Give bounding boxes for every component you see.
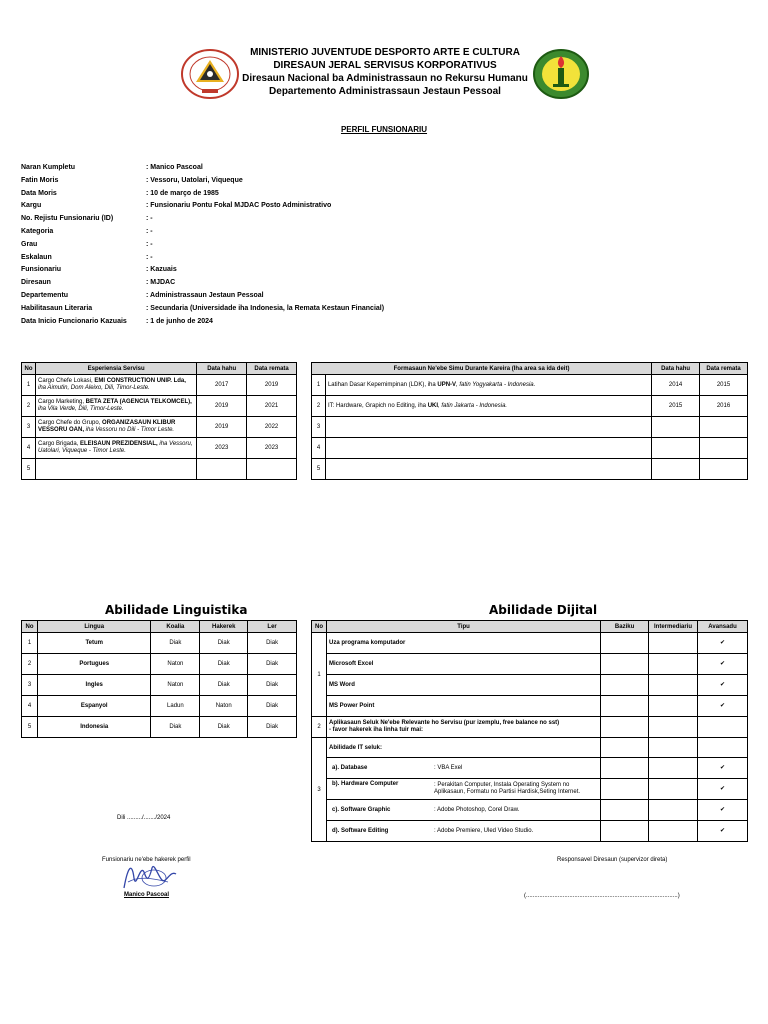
col-header: Data hahu: [652, 363, 700, 375]
intermediate-cell: [649, 675, 698, 696]
end-year: [700, 459, 748, 480]
basic-cell: [601, 696, 649, 717]
profile-row: [21, 162, 541, 175]
experience-text: [35, 438, 196, 459]
start-year: [652, 438, 700, 459]
table-row: [22, 717, 297, 738]
table-row: [312, 417, 748, 438]
table-row: [312, 459, 748, 480]
employee-name: Manico Pascoal: [124, 892, 170, 898]
speak-level: Diak: [151, 633, 200, 654]
intermediate-cell: [649, 779, 698, 800]
check-icon: ✔: [698, 633, 748, 654]
it-skill-value: : Adobe Premiere, Uled Video Studio.: [433, 828, 534, 834]
table-row: [22, 375, 297, 396]
check-icon: ✔: [698, 800, 748, 821]
profile-row: [21, 252, 541, 265]
profile-row: [21, 264, 541, 277]
table-row: [312, 654, 748, 675]
col-header: No: [22, 363, 36, 375]
start-year: 2015: [652, 396, 700, 417]
row-number: 4: [22, 438, 36, 459]
text-plain: Latihan Dasar Kepemimpinan (LDK), iha: [327, 381, 438, 388]
start-year: 2023: [197, 438, 247, 459]
profile-label: Eskalaun: [21, 253, 52, 261]
table-row: [22, 696, 297, 717]
it-skill-value: : VBA Exel: [433, 765, 463, 771]
table-row: [312, 821, 748, 842]
training-text: [325, 375, 651, 396]
table-row: [22, 654, 297, 675]
write-level: Diak: [200, 717, 248, 738]
check-icon: ✔: [698, 675, 748, 696]
profile-value: : Kazuais: [146, 266, 177, 274]
write-level: Diak: [200, 633, 248, 654]
text-plain: Cargo Brigada,: [37, 441, 81, 447]
header-line-4: Departemento Administrassaun Jestaun Pessoal: [269, 86, 501, 97]
experience-text: [35, 459, 196, 480]
text-bold: BETA ZETA (AGENCIA TELKOMCEL),: [85, 399, 192, 405]
profile-label: No. Rejistu Funsionariu (ID): [21, 215, 114, 223]
profile-label: Habilitasaun Literaria: [21, 304, 93, 312]
table-row: [22, 438, 297, 459]
profile-label: Funsionariu: [21, 266, 62, 274]
basic-cell: [601, 779, 649, 800]
it-skill-label: a). Database: [331, 765, 368, 771]
language-name: Indonesia: [37, 717, 151, 738]
profile-value: : MJDAC: [146, 279, 176, 287]
it-skill-label: c). Software Graphic: [331, 807, 391, 813]
it-skill: [326, 821, 600, 842]
start-year: [652, 417, 700, 438]
row-number: 3: [22, 417, 36, 438]
table-row: [312, 738, 748, 758]
table-row: [22, 396, 297, 417]
intermediate-cell: [649, 800, 698, 821]
skill-name: MS Word: [326, 675, 600, 696]
profile-label: Departementu: [21, 291, 69, 299]
col-header: Baziku: [601, 621, 649, 633]
profile-label: Naran Kumpletu: [21, 164, 76, 171]
it-skill: [326, 758, 600, 779]
end-year: [247, 459, 297, 480]
training-text: [325, 396, 651, 417]
basic-cell: [601, 738, 649, 758]
table-row: [312, 396, 748, 417]
intermediate-cell: [649, 696, 698, 717]
row-number: 3: [22, 675, 38, 696]
profile-value: : -: [146, 240, 153, 248]
signature-date: Dili ........./......./2024: [117, 815, 171, 821]
start-year: [197, 459, 247, 480]
table-row: [312, 800, 748, 821]
table-header-row: [312, 363, 748, 375]
basic-cell: [601, 800, 649, 821]
training-text: [325, 438, 651, 459]
profile-row: [21, 290, 541, 303]
row-number: 5: [22, 459, 36, 480]
profile-value: : -: [146, 227, 153, 235]
start-year: 2019: [197, 417, 247, 438]
language-section-title: Abilidade Linguistika: [105, 603, 248, 617]
text-plain: Cargo Chefe do Grupo,: [37, 420, 103, 426]
profile-value: : -: [146, 253, 153, 261]
skill-name: Abilidade IT seluk:: [326, 738, 600, 758]
skill-name: [326, 717, 600, 738]
table-row: [22, 675, 297, 696]
basic-cell: [601, 633, 649, 654]
profile-label: Grau: [21, 240, 38, 248]
end-year: 2022: [247, 417, 297, 438]
start-year: 2014: [652, 375, 700, 396]
basic-cell: [601, 654, 649, 675]
profile-label: Diresaun: [21, 279, 51, 287]
text-italic: , fatin Jakarta - Indonesia.: [438, 402, 508, 409]
table-header-row: [22, 363, 297, 375]
table-row: [312, 633, 748, 654]
profile-row: [21, 175, 541, 188]
table-row: [312, 696, 748, 717]
profile-row: [21, 213, 541, 226]
table-row: [22, 459, 297, 480]
col-header: Data remata: [700, 363, 748, 375]
text-bold: EMI CONSTRUCTION UNIP. Lda,: [94, 378, 186, 384]
check-icon: ✔: [698, 821, 748, 842]
skill-name: Microsoft Excel: [326, 654, 600, 675]
experience-text: [35, 417, 196, 438]
read-level: Diak: [248, 696, 297, 717]
text-bold: UPN-V: [437, 381, 457, 388]
row-number: 4: [312, 438, 326, 459]
text-plain: Cargo Marketing,: [37, 399, 86, 405]
table-row: [312, 779, 748, 800]
profile-value: : Vessoru, Uatolari, Viqueque: [146, 176, 243, 184]
basic-cell: [601, 675, 649, 696]
text-italic: , fatin Yogyakarta - Indonesia.: [456, 381, 536, 388]
start-year: [652, 459, 700, 480]
row-number: 4: [22, 696, 38, 717]
table-row: [312, 675, 748, 696]
table-row: [312, 438, 748, 459]
advanced-cell: [698, 738, 748, 758]
skill-name: MS Power Point: [326, 696, 600, 717]
digital-skills-table: [311, 620, 748, 842]
end-year: 2023: [247, 438, 297, 459]
speak-level: Ladun: [151, 696, 200, 717]
end-year: 2021: [247, 396, 297, 417]
col-header: Lingua: [37, 621, 151, 633]
profile-value: : -: [146, 215, 153, 223]
read-level: Diak: [248, 633, 297, 654]
language-table: [21, 620, 297, 738]
table-row: [22, 417, 297, 438]
text-plain: Cargo Chefe Lokasi,: [37, 378, 95, 384]
intermediate-cell: [649, 821, 698, 842]
profile-value: : 10 de março de 1985: [146, 189, 219, 197]
row-number: 5: [22, 717, 38, 738]
write-level: Diak: [200, 675, 248, 696]
header-line-1: MINISTERIO JUVENTUDE DESPORTO ARTE E CULTURA: [250, 47, 520, 58]
col-header: Data remata: [247, 363, 297, 375]
profile-value: : Funsionariu Pontu Fokal MJDAC Posto Administrativo: [146, 202, 332, 210]
row-number: 1: [22, 375, 36, 396]
training-text: [325, 417, 651, 438]
profile-label: Kategoria: [21, 227, 54, 235]
speak-level: Naton: [151, 654, 200, 675]
profile-value: : Administrassaun Jestaun Pessoal: [146, 291, 264, 299]
table-row: [22, 633, 297, 654]
row-number: 2: [312, 396, 326, 417]
intermediate-cell: [649, 758, 698, 779]
header-line-3: Diresaun Nacional ba Administrassaun no Rekursu Humanu: [242, 73, 528, 84]
end-year: [700, 438, 748, 459]
text-italic: iha Aimutin, Dom Aleixo, Dili, Timor-Leste.: [37, 385, 150, 391]
experience-text: [35, 396, 196, 417]
table-row: [312, 375, 748, 396]
table-header-row: [312, 621, 748, 633]
table-row: [312, 758, 748, 779]
signature-stamp-image: [118, 858, 184, 892]
table-header-row: [22, 621, 297, 633]
basic-cell: [601, 717, 649, 738]
profile-value: : Manico Pascoal: [146, 164, 203, 171]
row-number: 3: [312, 738, 327, 842]
col-header: No: [312, 621, 327, 633]
profile-label: Data Inicio Funcionario Kazuais: [21, 317, 127, 325]
col-header: Koalia: [151, 621, 200, 633]
language-name: Espanyol: [37, 696, 151, 717]
col-header: Esperiensia Servisu: [35, 363, 196, 375]
profile-row: [21, 303, 541, 316]
col-header: Tipu: [326, 621, 600, 633]
read-level: Diak: [248, 717, 297, 738]
supervisor-caption: Responsavel Diresaun (supervizor direta): [557, 857, 668, 863]
check-icon: ✔: [698, 696, 748, 717]
col-header: Intermediariu: [649, 621, 698, 633]
language-name: Ingles: [37, 675, 151, 696]
check-icon: ✔: [698, 758, 748, 779]
intermediate-cell: [649, 633, 698, 654]
end-year: 2016: [700, 396, 748, 417]
check-icon: ✔: [698, 779, 748, 800]
profile-row: [21, 188, 541, 201]
it-skill: [326, 800, 600, 821]
profile-label: Fatin Moris: [21, 176, 59, 184]
text-bold: ORGANIZASAUN KLIBUR VESSORU OAN,: [37, 420, 176, 433]
profile-info: [21, 162, 541, 328]
ministry-header: [200, 46, 570, 98]
profile-row: [21, 316, 541, 329]
read-level: Diak: [248, 675, 297, 696]
experience-table: [21, 362, 297, 480]
col-header: Ler: [248, 621, 297, 633]
col-header: Formasaun Ne'ebe Simu Durante Kareira (Iha area sa ida deit): [312, 363, 652, 375]
header-line-2: DIRESAUN JERAL SERVISUS KORPORATIVUS: [273, 60, 497, 71]
intermediate-cell: [649, 654, 698, 675]
it-skill-value: : Adobe Photoshop, Corel Draw.: [433, 807, 520, 813]
profile-row: [21, 226, 541, 239]
intermediate-cell: [649, 738, 698, 758]
read-level: Diak: [248, 654, 297, 675]
training-table: [311, 362, 748, 480]
it-skill-label: b). Hardware Computer: [331, 781, 399, 787]
col-header: Avansadu: [698, 621, 748, 633]
check-icon: ✔: [698, 654, 748, 675]
experience-text: [35, 375, 196, 396]
skill-name: Uza programa komputador: [326, 633, 600, 654]
basic-cell: [601, 821, 649, 842]
end-year: [700, 417, 748, 438]
text-plain: IT: Hardware, Grapich no Editing, iha: [327, 402, 428, 409]
row-number: 3: [312, 417, 326, 438]
profile-value: : 1 de junho de 2024: [146, 317, 213, 325]
other-apps-line-2: - favor hakerek iha linha tuir mai:: [328, 727, 424, 733]
other-apps-line-1: Aplikasaun Seluk Ne'ebe Relevante ho Servisu (pur izemplu, free balance no sst): [328, 720, 560, 726]
text-italic: iha Vila Verde, Dili, Timor-Leste.: [37, 406, 124, 412]
basic-cell: [601, 758, 649, 779]
row-number: 1: [312, 633, 327, 717]
language-name: Portugues: [37, 654, 151, 675]
profile-row: [21, 277, 541, 290]
start-year: 2017: [197, 375, 247, 396]
advanced-cell: [698, 717, 748, 738]
supervisor-signature-line: (...........................................................................................): [524, 893, 680, 899]
profile-label: Kargu: [21, 202, 42, 210]
digital-section-title: Abilidade Dijital: [489, 603, 598, 617]
text-italic: iha Vessoru, Uatolari, Viqueque - Timor Leste.: [37, 441, 193, 454]
profile-row: [21, 239, 541, 252]
table-row: [312, 717, 748, 738]
speak-level: Diak: [151, 717, 200, 738]
start-year: 2019: [197, 396, 247, 417]
it-skill-label: d). Software Editing: [331, 828, 389, 834]
row-number: 1: [312, 375, 326, 396]
speak-level: Naton: [151, 675, 200, 696]
text-italic: iha Vessoru no Dili - Timor Leste.: [84, 427, 175, 433]
row-number: 1: [22, 633, 38, 654]
end-year: 2019: [247, 375, 297, 396]
col-header: Hakerek: [200, 621, 248, 633]
profile-row: [21, 200, 541, 213]
language-name: Tetum: [37, 633, 151, 654]
text-bold: ELEISAUN PREZIDENSIAL,: [80, 441, 158, 447]
it-skill-value: : Perakitan Computer, Instala Operating System no Aplikasaun, Formatu no Partisi Hardisk,Seting Internet.: [433, 782, 581, 795]
page-title: PERFIL FUNSIONARIU: [340, 125, 428, 134]
training-text: [325, 459, 651, 480]
write-level: Naton: [200, 696, 248, 717]
profile-value: : Secundaria (Universidade iha Indonesia, la Remata Kestaun Financial): [146, 304, 385, 312]
row-number: 2: [312, 717, 327, 738]
end-year: 2015: [700, 375, 748, 396]
it-skill: [326, 779, 600, 800]
text-bold: UKI: [427, 402, 439, 409]
row-number: 5: [312, 459, 326, 480]
col-header: No: [22, 621, 38, 633]
col-header: Data hahu: [197, 363, 247, 375]
employee-signature-caption: Funsionariu ne'ebe hakerek perfil: [102, 857, 191, 863]
write-level: Diak: [200, 654, 248, 675]
row-number: 2: [22, 654, 38, 675]
intermediate-cell: [649, 717, 698, 738]
profile-label: Data Moris: [21, 189, 57, 197]
row-number: 2: [22, 396, 36, 417]
